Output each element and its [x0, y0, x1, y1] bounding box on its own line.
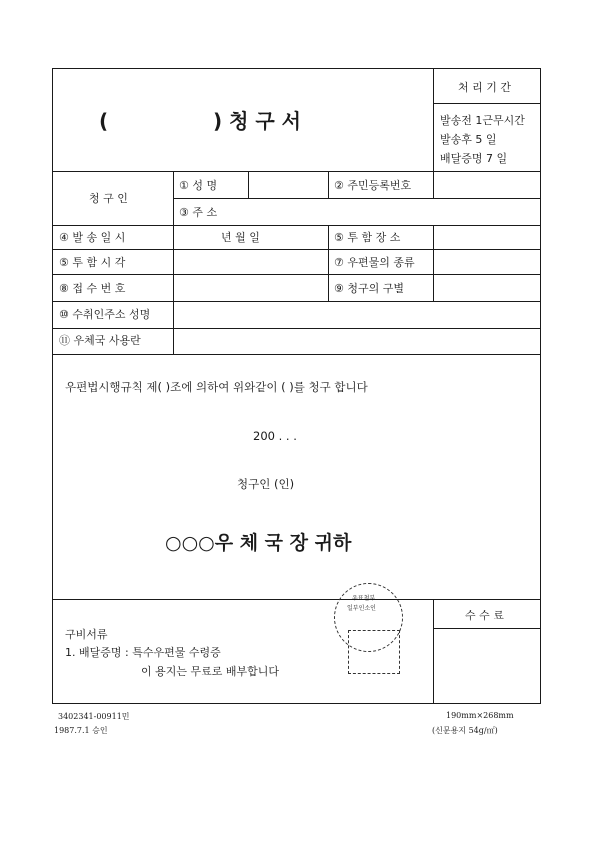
- claim-date: 200 . . .: [253, 429, 297, 443]
- name-label: ① 성 명: [179, 179, 218, 192]
- receipt-number-label: ⑧ 접 수 번 호: [59, 282, 126, 295]
- line: [433, 69, 434, 171]
- free-distribution-note: 이 용지는 무료로 배부합니다: [141, 665, 280, 678]
- line: [248, 171, 249, 198]
- required-docs-label: 구비서류: [65, 628, 108, 641]
- line: [53, 249, 540, 250]
- line: [173, 171, 174, 354]
- paper-type: (신문용지 54g/㎡): [432, 726, 498, 735]
- stamp-label-1: 우표첨부: [352, 595, 376, 602]
- line: [53, 599, 540, 600]
- period-label: 처 리 기 간: [458, 81, 511, 94]
- line: [173, 198, 540, 199]
- recipient-label: ⑩ 수취인주소 성명: [59, 308, 151, 321]
- addressee: ○○○우 체 국 장 귀하: [165, 532, 352, 554]
- claimant-label: 청 구 인: [89, 192, 128, 205]
- claimant-signature: 청구인 (인): [237, 477, 295, 491]
- line: [328, 225, 329, 301]
- office-use-label: ⑪ 우체국 사용란: [59, 334, 141, 347]
- line: [433, 628, 540, 629]
- line: [53, 301, 540, 302]
- post-time-label: ⑤ 투 함 시 각: [59, 256, 126, 269]
- post-place-label: ⑤ 투 함 장 소: [334, 231, 401, 244]
- address-label: ③ 주 소: [179, 206, 218, 219]
- mail-type-label: ⑦ 우편물의 종류: [334, 256, 415, 269]
- form-number: 3402341-00911민: [58, 712, 130, 721]
- line: [433, 171, 434, 198]
- line: [53, 354, 540, 355]
- line: [53, 274, 540, 275]
- approval-date: 1987.7.1 승인: [54, 726, 108, 735]
- line: [53, 225, 540, 226]
- paper-size: 190mm×268mm: [446, 711, 514, 720]
- line: [53, 171, 540, 172]
- line: [53, 328, 540, 329]
- claim-type-label: ⑨ 청구의 구별: [334, 282, 404, 295]
- form-title-open: (: [99, 109, 109, 133]
- period-line-1: 발송전 1근무시간: [440, 114, 525, 127]
- period-line-2: 발송후 5 일: [440, 133, 497, 146]
- send-date-format: 년 월 일: [221, 231, 260, 244]
- form-title: ) 청 구 서: [213, 109, 301, 133]
- resident-number-label: ② 주민등록번호: [334, 179, 412, 192]
- required-docs-item: 1. 배달증명 : 특수우편물 수령증: [65, 646, 221, 659]
- fee-label: 수 수 료: [465, 609, 504, 622]
- postage-stamp-box: [348, 630, 400, 674]
- send-date-label: ④ 발 송 일 시: [59, 231, 126, 244]
- claim-form: [52, 68, 541, 704]
- period-line-3: 배달증명 7 일: [440, 152, 508, 165]
- stamp-label-2: 일부인소인: [347, 605, 376, 612]
- line: [433, 225, 434, 301]
- line: [433, 103, 540, 104]
- claim-statement: 우편법시행규칙 제( )조에 의하여 위와같이 ( )를 청구 합니다: [65, 380, 368, 394]
- line: [433, 599, 434, 703]
- line: [328, 171, 329, 198]
